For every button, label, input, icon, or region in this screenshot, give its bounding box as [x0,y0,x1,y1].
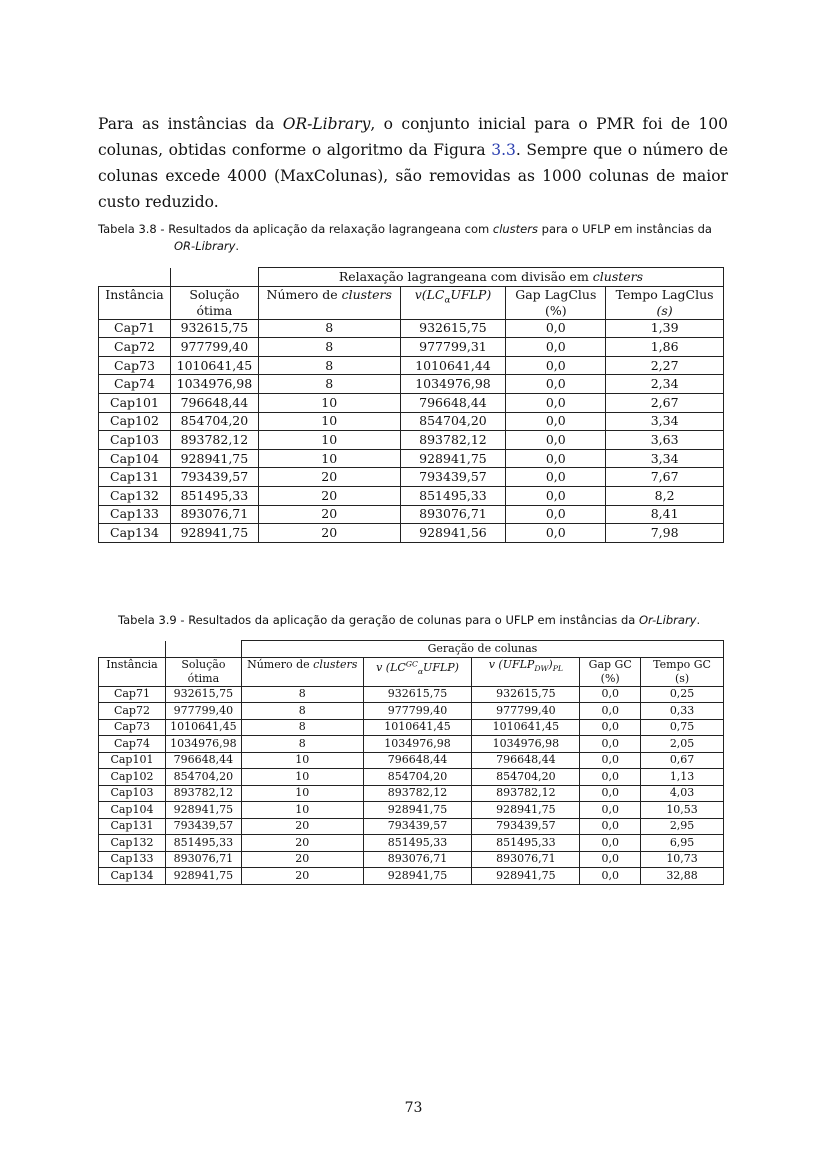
table-cell: 977799,40 [363,703,472,720]
table-cell: 893782,12 [363,785,472,802]
table-row [99,719,724,736]
table-cell: 893782,12 [400,431,506,450]
table-cell: 10 [241,752,363,769]
table-cell: 10 [258,412,400,431]
table-cell: 0,75 [641,719,724,736]
col-header-v-gc: v $(LC^{GC}_\alpha UFLP)$ [363,657,472,686]
table-cell: 1034976,98 [400,375,506,394]
table-cell: 793439,57 [400,468,506,487]
table-cell: 977799,40 [472,703,580,720]
table-cell: 0,0 [580,719,641,736]
table-cell: 1034976,98 [170,375,258,394]
table-cell: 3,34 [606,412,724,431]
table-cell: 854704,20 [363,769,472,786]
table-cell: 20 [241,818,363,835]
table-cell: 10,53 [641,802,724,819]
table-cell: 20 [241,851,363,868]
table-cell: 0,33 [641,703,724,720]
table-row [99,505,724,524]
table-cell: 893782,12 [472,785,580,802]
table-cell: 3,63 [606,431,724,450]
table-cell: 20 [258,486,400,505]
table-cell: 0,0 [506,356,606,375]
table-cell: 854704,20 [165,769,241,786]
col-header-solucao: Solução ótima [170,286,258,319]
table-cell: 8 [241,719,363,736]
table-cell: 977799,31 [400,338,506,357]
table-cell: 20 [258,505,400,524]
table-cell: 10 [258,431,400,450]
table-cell: Cap103 [99,785,166,802]
table-cell: 977799,40 [165,703,241,720]
table-cell: Cap132 [99,835,166,852]
table-cell: 0,67 [641,752,724,769]
table-cell: 0,0 [580,818,641,835]
table-cell: 793439,57 [472,818,580,835]
table-row [99,431,724,450]
table-cell: 0,0 [580,785,641,802]
table-cell: 10 [241,802,363,819]
table-cell: Cap73 [99,719,166,736]
col-header-solucao: Solução ótima [165,657,241,686]
table-cell: 0,0 [506,319,606,338]
table-cell: 1034976,98 [165,736,241,753]
table2-caption: Tabela 3.9 - Resultados da aplicação da geração de colunas para o UFLP em instâncias da Or-Library. [118,613,701,627]
table-row [99,851,724,868]
table-cell: 0,0 [580,851,641,868]
table-cell: 2,27 [606,356,724,375]
table-cell: 4,03 [641,785,724,802]
table-cell: 0,0 [580,835,641,852]
table-row [99,524,724,543]
table-cell: 6,95 [641,835,724,852]
col-header-tempo: Tempo GC (s) [641,657,724,686]
table-row [99,818,724,835]
table-cell: 0,0 [506,505,606,524]
table-row [99,868,724,885]
col-header-v: $v(LC_\alpha UFLP)$ [400,286,506,319]
col-header-instancia: Instância [99,286,171,319]
table-cell: 0,0 [580,769,641,786]
table-cell: 928941,75 [170,449,258,468]
table-cell: 796648,44 [165,752,241,769]
table-cell: 928941,75 [472,802,580,819]
paragraph-emphasis: OR-Library [282,115,371,133]
table-cell: 8 [258,356,400,375]
table-cell: 2,34 [606,375,724,394]
table-cell: 0,0 [506,468,606,487]
table2 [98,640,724,885]
table-cell: 977799,40 [170,338,258,357]
col-header-gap: Gap LagClus (%) [506,286,606,319]
table-cell: 793439,57 [363,818,472,835]
table-cell: Cap71 [99,319,171,338]
table-cell: 1034976,98 [363,736,472,753]
table-cell: Cap104 [99,802,166,819]
table-cell: 851495,33 [170,486,258,505]
table-cell: 854704,20 [472,769,580,786]
table-cell: Cap104 [99,449,171,468]
table-row [99,356,724,375]
table-cell: 1034976,98 [472,736,580,753]
table-cell: 1010641,45 [472,719,580,736]
table-cell: Cap102 [99,412,171,431]
table-cell: 854704,20 [170,412,258,431]
table-row [99,449,724,468]
table-row [99,752,724,769]
table-cell: 10,73 [641,851,724,868]
table-cell: 0,0 [506,524,606,543]
table-cell: 893076,71 [400,505,506,524]
table-cell: 0,0 [506,412,606,431]
table-row [99,338,724,357]
table-cell: 796648,44 [472,752,580,769]
table-row [99,686,724,703]
table2-group-header: Geração de colunas [241,641,723,658]
table-cell: 893076,71 [165,851,241,868]
table-cell: 0,0 [580,736,641,753]
table-cell: 1010641,45 [165,719,241,736]
table-cell: 854704,20 [400,412,506,431]
col-header-v-dw: v $(UFLP_{DW})_{PL}$ [472,657,580,686]
table-cell: 1,86 [606,338,724,357]
table-cell: 928941,75 [363,802,472,819]
table-row [99,802,724,819]
table-cell: 7,67 [606,468,724,487]
table-cell: Cap133 [99,505,171,524]
table-row [99,375,724,394]
table-cell: Cap134 [99,524,171,543]
table-cell: 20 [258,468,400,487]
table-cell: 8 [258,375,400,394]
table-cell: 928941,75 [165,868,241,885]
table-cell: 0,25 [641,686,724,703]
table-cell: 10 [241,785,363,802]
table-cell: 851495,33 [363,835,472,852]
table-cell: 1,13 [641,769,724,786]
table-cell: 851495,33 [165,835,241,852]
table-cell: 893076,71 [170,505,258,524]
col-header-numero: Número de clusters [258,286,400,319]
table-cell: 8 [258,338,400,357]
table-cell: 20 [258,524,400,543]
table-cell: Cap133 [99,851,166,868]
table-cell: 1010641,45 [170,356,258,375]
table-cell: 8,2 [606,486,724,505]
table-cell: Cap132 [99,486,171,505]
table-cell: Cap73 [99,356,171,375]
table-cell: 932615,75 [170,319,258,338]
table-row [99,785,724,802]
table-cell: 796648,44 [363,752,472,769]
table-cell: 10 [258,393,400,412]
table2-group-header-row [99,641,724,658]
table-cell: Cap134 [99,868,166,885]
table-cell: 893782,12 [170,431,258,450]
body-paragraph: Para as instâncias da OR-Library, o conjunto inicial para o PMR foi de 100 colunas, obtidas conforme o algoritmo da Figura 3.3. Sempre que o número de colunas excede 4000 (MaxColunas), são removidas as 1000 colunas de maior custo reduzido. [98,115,729,211]
table-row [99,703,724,720]
table-cell: 8 [241,736,363,753]
table1-group-header-row [99,268,724,287]
table-cell: 2,67 [606,393,724,412]
table-cell: 8 [241,686,363,703]
col-header-gap: Gap GC (%) [580,657,641,686]
table-cell: 932615,75 [472,686,580,703]
table-row [99,835,724,852]
table-cell: 932615,75 [363,686,472,703]
table-cell: Cap101 [99,752,166,769]
table-cell: 851495,33 [472,835,580,852]
table-cell: 893076,71 [472,851,580,868]
table-cell: 932615,75 [165,686,241,703]
col-header-instancia: Instância [99,657,166,686]
table-cell: Cap103 [99,431,171,450]
table-cell: 928941,75 [400,449,506,468]
col-header-numero: Número de clusters [241,657,363,686]
table-row [99,736,724,753]
table-row [99,412,724,431]
table-cell: 32,88 [641,868,724,885]
table-cell: 0,0 [506,375,606,394]
table-cell: 8,41 [606,505,724,524]
table-cell: Cap74 [99,375,171,394]
table-cell: 793439,57 [170,468,258,487]
table-cell: 0,0 [506,431,606,450]
table-cell: 928941,56 [400,524,506,543]
table-cell: 10 [241,769,363,786]
table-cell: 928941,75 [165,802,241,819]
table-cell: 1010641,44 [400,356,506,375]
table-cell: 851495,33 [400,486,506,505]
table-cell: 20 [241,835,363,852]
table-cell: 893076,71 [363,851,472,868]
table1 [98,267,724,543]
table-cell: 0,0 [506,449,606,468]
table-cell: 10 [258,449,400,468]
table-cell: 0,0 [506,486,606,505]
table1-group-header: Relaxação lagrangeana com divisão em clusters [258,268,723,287]
table-cell: 796648,44 [170,393,258,412]
table-row [99,393,724,412]
table-cell: Cap102 [99,769,166,786]
table-cell: 2,95 [641,818,724,835]
table-cell: 928941,75 [472,868,580,885]
table-cell: Cap71 [99,686,166,703]
table-cell: 3,34 [606,449,724,468]
table-cell: 893782,12 [165,785,241,802]
col-header-tempo: Tempo LagClus (s) [606,286,724,319]
table-cell: Cap72 [99,338,171,357]
table-cell: 0,0 [580,752,641,769]
table-cell: 793439,57 [165,818,241,835]
table-cell: 8 [241,703,363,720]
table-cell: 928941,75 [363,868,472,885]
table-cell: 0,0 [580,686,641,703]
table-cell: 7,98 [606,524,724,543]
table-cell: 8 [258,319,400,338]
table-cell: Cap74 [99,736,166,753]
table-cell: 1,39 [606,319,724,338]
figure-reference-link[interactable]: 3.3 [491,141,516,159]
table-cell: Cap131 [99,818,166,835]
table-cell: 0,0 [580,868,641,885]
table-row [99,468,724,487]
table-cell: Cap101 [99,393,171,412]
table-cell: 0,0 [580,802,641,819]
table-cell: 932615,75 [400,319,506,338]
page-number: 73 [404,1100,423,1116]
table-cell: 20 [241,868,363,885]
table1-caption: Tabela 3.8 - Resultados da aplicação da relaxação lagrangeana com clusters para o UFLP em instâncias da OR-Library. [98,222,712,253]
table-cell: 0,0 [506,338,606,357]
table-cell: 0,0 [506,393,606,412]
table-cell: 928941,75 [170,524,258,543]
table-cell: 796648,44 [400,393,506,412]
table-cell: Cap72 [99,703,166,720]
table-row [99,319,724,338]
table-row [99,486,724,505]
table-cell: Cap131 [99,468,171,487]
table-row [99,769,724,786]
table-cell: 1010641,45 [363,719,472,736]
table-cell: 2,05 [641,736,724,753]
table-cell: 0,0 [580,703,641,720]
